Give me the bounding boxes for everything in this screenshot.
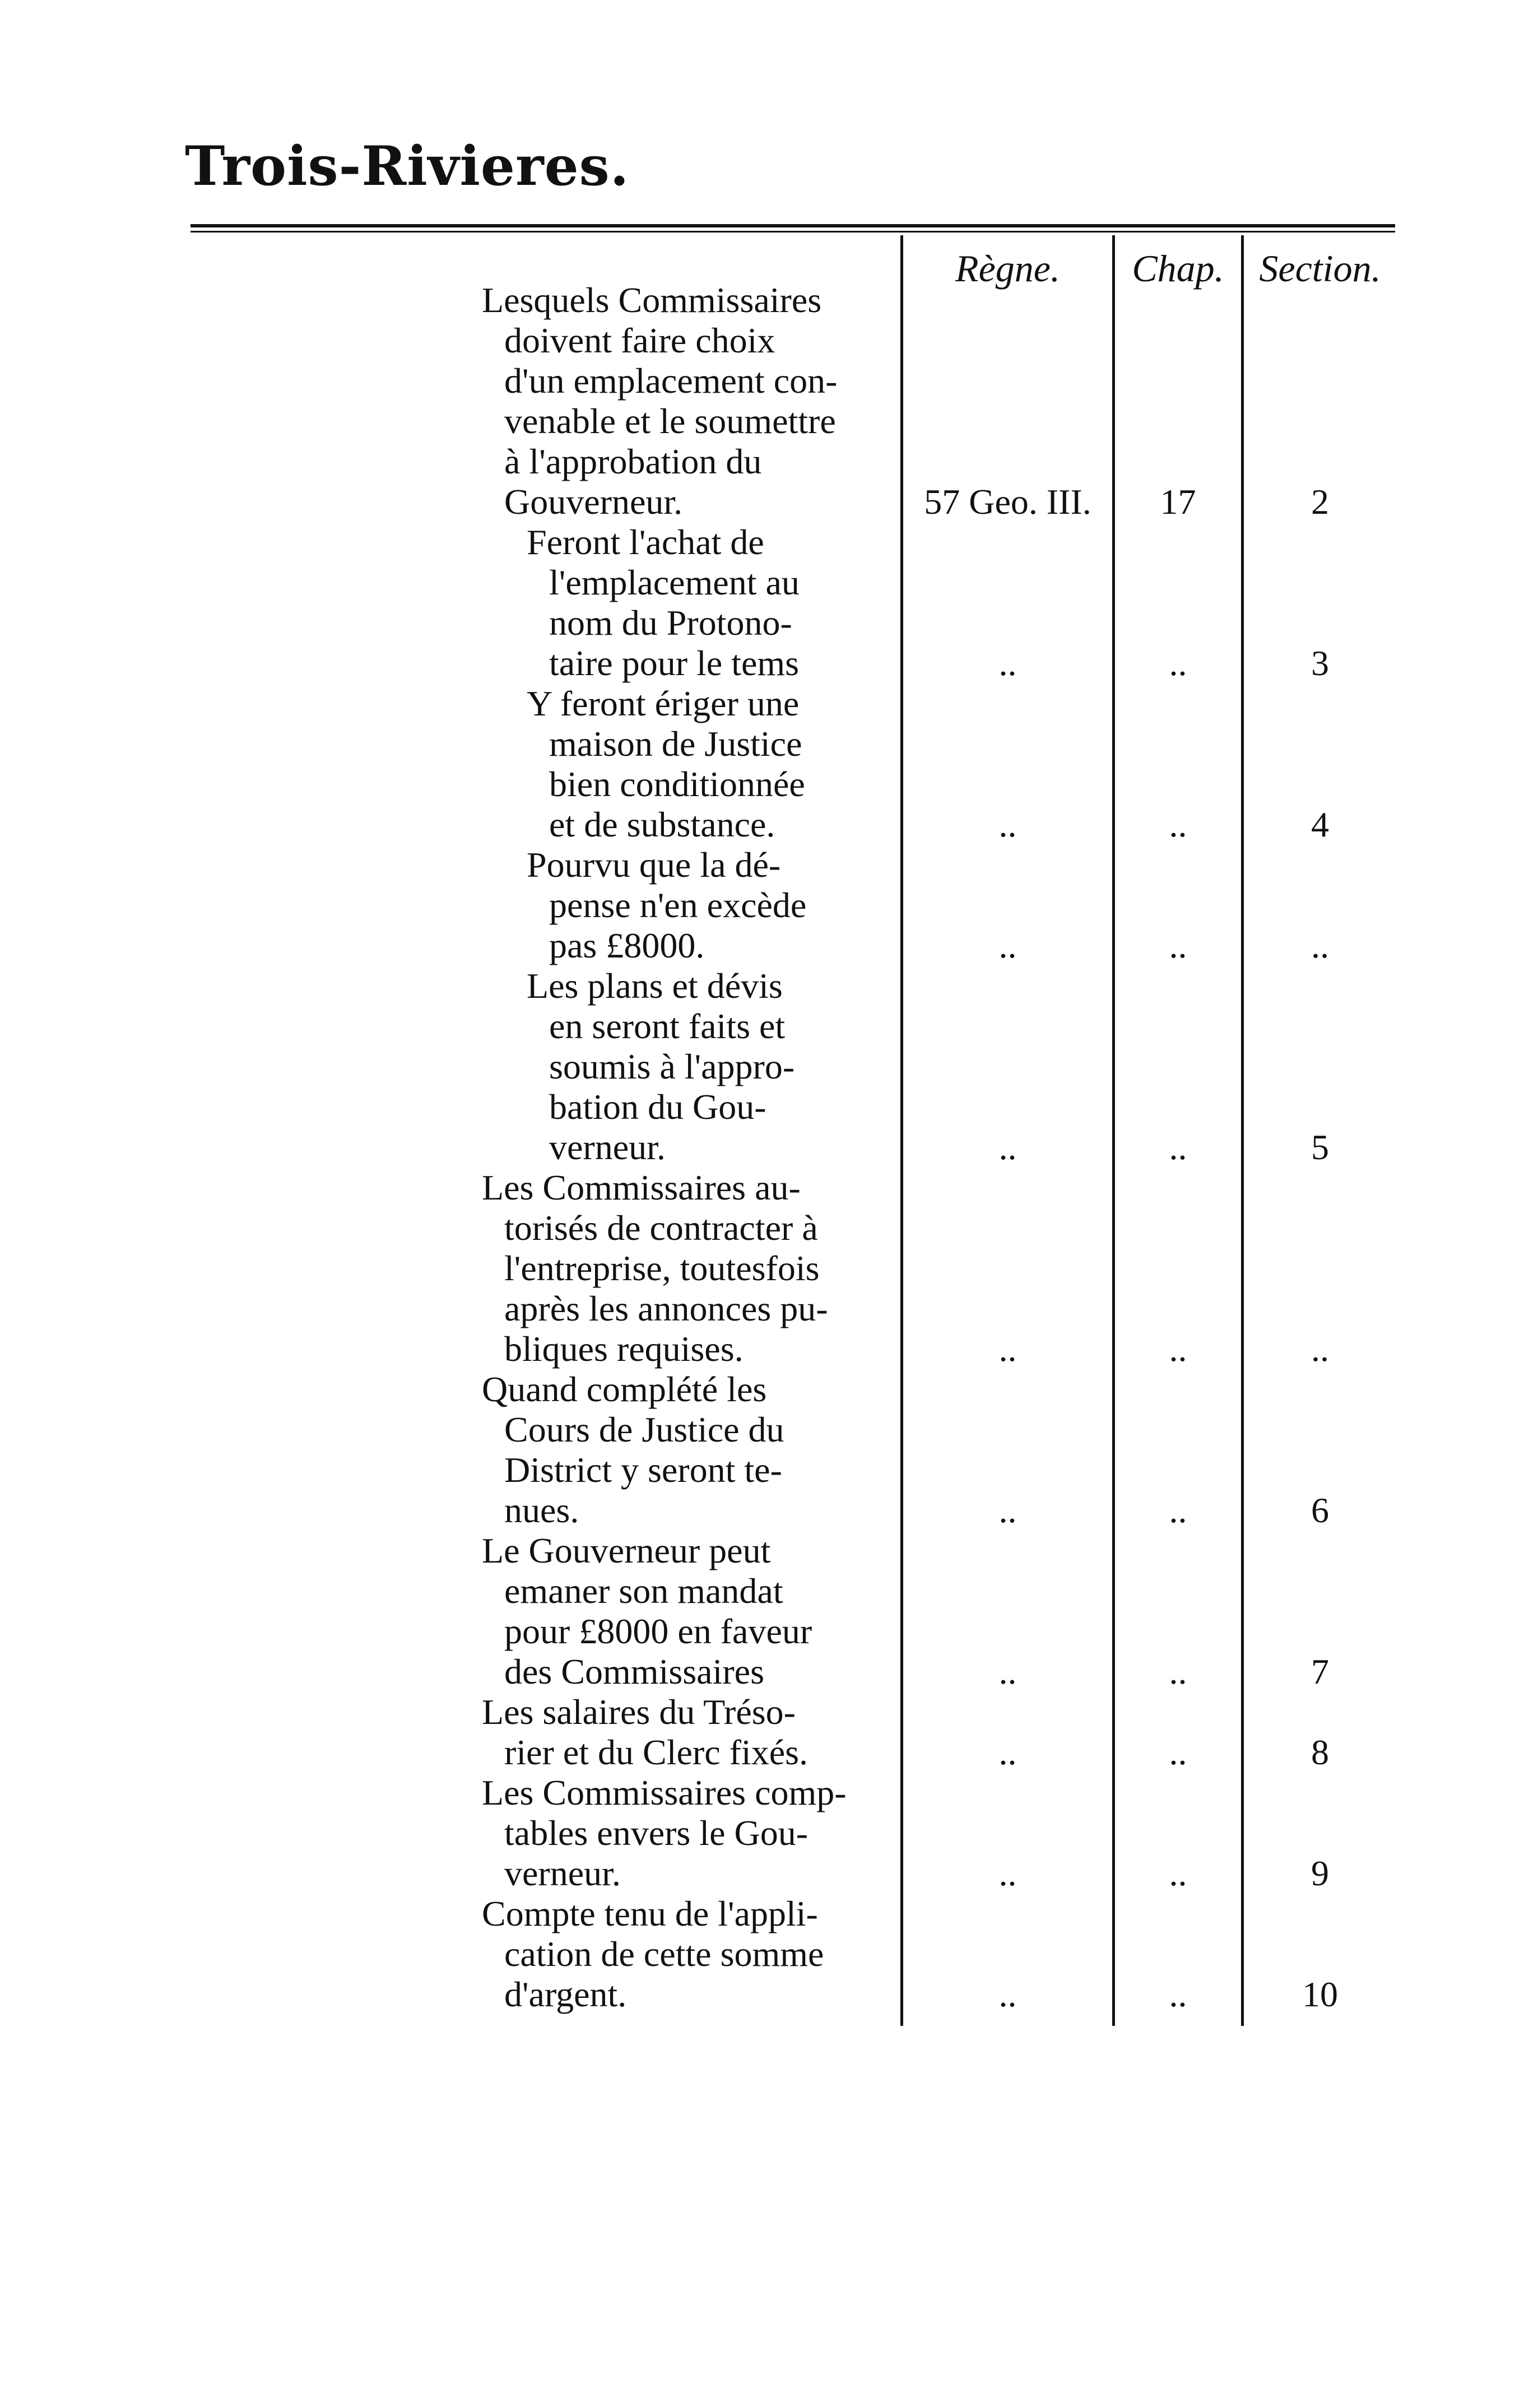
row-section: 5 [1311,1127,1329,1167]
description-line: Y feront ériger une [527,684,800,723]
description-line: District y seront te- [504,1450,782,1490]
description-line: Les salaires du Tréso- [482,1692,796,1732]
row-chap: 17 [1160,482,1196,522]
description-line: taire pour le tems [549,643,800,683]
row-description [482,1692,899,1773]
row-chap: .. [1169,1732,1187,1772]
row-description [482,1531,899,1692]
column-header: Chap. [1132,247,1224,290]
description-line: d'argent. [504,1974,627,2014]
row-regne: .. [998,1974,1017,2014]
description-line: doivent faire choix [504,320,775,360]
row-regne: .. [998,643,1017,683]
description-line: Feront l'achat de [527,522,764,562]
row-section: .. [1311,1329,1329,1369]
row-regne: .. [998,805,1017,844]
description-line: venable et le soumettre [504,401,836,441]
description-line: et de substance. [549,805,775,844]
row-description [482,1773,899,1894]
description-line: pour £8000 en faveur [504,1611,812,1651]
row-description [527,845,899,966]
row-chap: .. [1169,926,1187,965]
row-description [482,1894,899,2015]
description-line: verneur. [549,1127,666,1167]
row-description [527,966,899,1168]
description-line: torisés de contracter à [504,1208,818,1248]
description-line: l'emplacement au [549,563,800,602]
row-description [482,1369,899,1531]
description-line: Compte tenu de l'appli- [482,1894,818,1933]
description-line: Pourvu que la dé- [527,845,781,885]
row-regne: .. [998,1853,1017,1893]
description-line: l'entreprise, toutesfois [504,1248,820,1288]
row-regne: .. [998,1490,1017,1530]
description-line: Lesquels Commissaires [482,280,822,320]
row-description [527,684,899,845]
description-line: en seront faits et [549,1006,786,1046]
description-line: bien conditionnée [549,764,805,804]
row-chap: .. [1169,1127,1187,1167]
page-header-title: Trois-Rivieres. [185,134,630,198]
row-section: 4 [1311,805,1329,844]
column-divider [1241,235,1244,2026]
row-chap: .. [1169,1853,1187,1893]
row-section: 6 [1311,1490,1329,1530]
header-rule [190,224,1395,227]
description-line: nues. [504,1490,579,1530]
description-line: Les Commissaires au- [482,1168,801,1207]
description-line: verneur. [504,1853,621,1893]
row-regne: .. [998,1652,1017,1691]
description-line: Cours de Justice du [504,1410,784,1449]
description-line: Quand complété les [482,1369,767,1409]
row-regne: .. [998,1732,1017,1772]
row-description [482,280,899,522]
description-line: après les annonces pu- [504,1289,828,1328]
row-section: 7 [1311,1652,1329,1691]
row-chap: .. [1169,1329,1187,1369]
description-line: à l'approbation du [504,441,762,481]
row-section: 8 [1311,1732,1329,1772]
row-chap: .. [1169,1490,1187,1530]
row-regne: .. [998,926,1017,965]
row-section: 2 [1311,482,1329,522]
row-regne: .. [998,1127,1017,1167]
row-section: 9 [1311,1853,1329,1893]
column-header: Règne. [955,247,1060,290]
description-line: emaner son mandat [504,1571,783,1611]
description-line: rier et du Clerc fixés. [504,1732,808,1772]
description-line: Les Commissaires comp- [482,1773,847,1812]
description-line: pas £8000. [549,926,705,965]
header-rule-thin [190,231,1395,233]
description-line: maison de Justice [549,724,802,764]
row-chap: .. [1169,1974,1187,2014]
row-regne: .. [998,1329,1017,1369]
row-description [527,522,899,684]
row-description [482,1168,899,1369]
row-section: 3 [1311,643,1329,683]
description-line: d'un emplacement con- [504,361,838,401]
row-section: 10 [1302,1974,1338,2014]
description-line: pense n'en excède [549,885,807,925]
description-line: bation du Gou- [549,1087,766,1127]
description-line: Le Gouverneur peut [482,1531,771,1570]
column-header: Section. [1259,247,1381,290]
row-chap: .. [1169,1652,1187,1691]
description-line: Gouverneur. [504,482,683,522]
description-line: soumis à l'appro- [549,1047,795,1086]
description-line: nom du Protono- [549,603,792,643]
description-line: bliques requises. [504,1329,744,1369]
row-chap: .. [1169,805,1187,844]
row-chap: .. [1169,643,1187,683]
description-line: Les plans et dévis [527,966,783,1006]
row-regne: 57 Geo. III. [924,482,1091,522]
row-section: .. [1311,926,1329,965]
description-line: des Commissaires [504,1652,764,1691]
description-line: cation de cette somme [504,1934,824,1974]
description-line: tables envers le Gou- [504,1813,809,1853]
